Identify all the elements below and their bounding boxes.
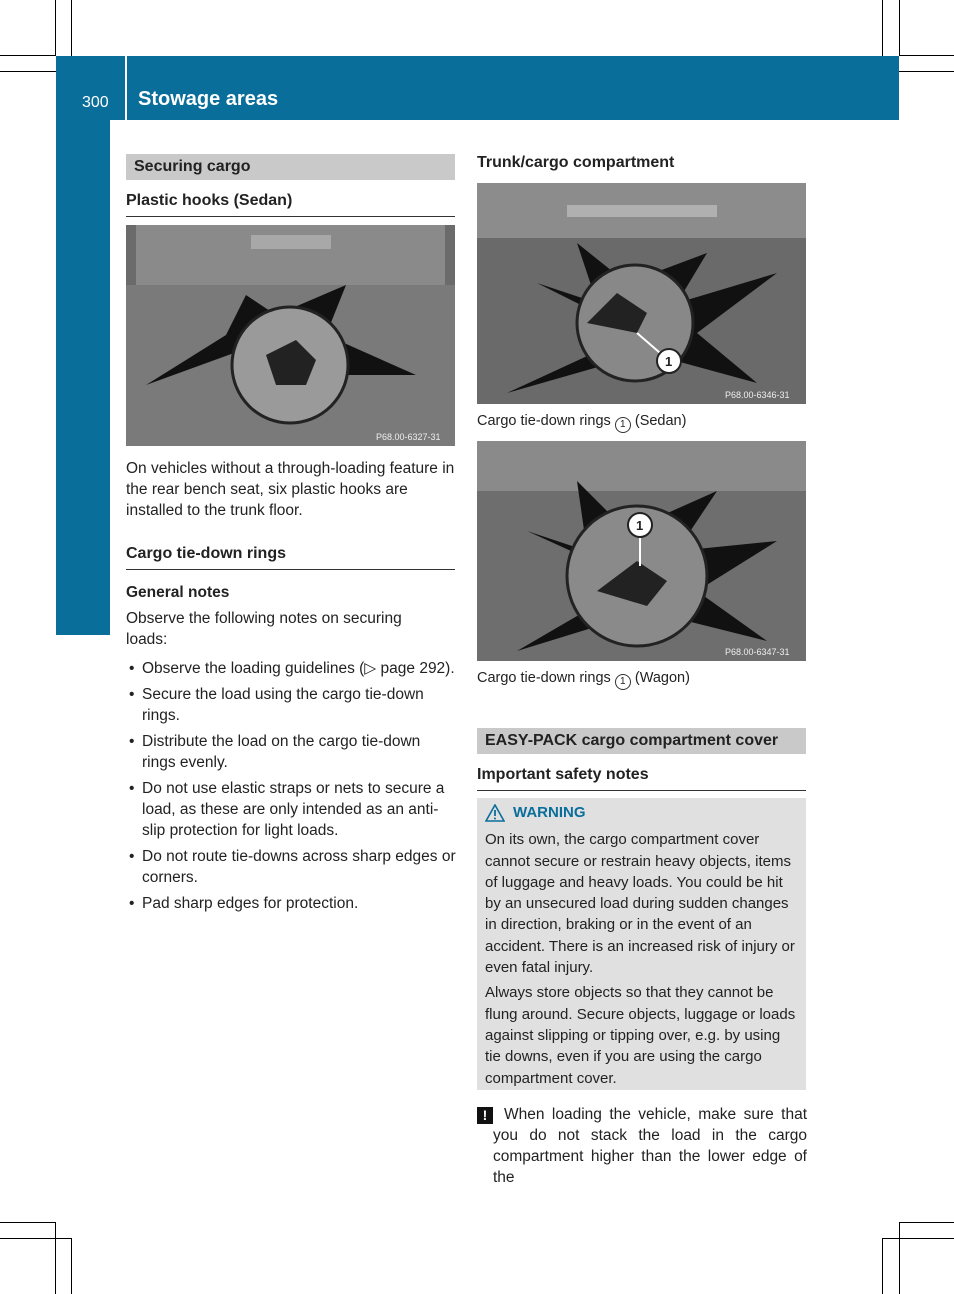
list-item: • Observe the loading guidelines (▷ page 292). bbox=[126, 658, 458, 679]
notice-block bbox=[477, 1104, 807, 1188]
crop-mark bbox=[899, 71, 954, 72]
subheading-important-safety-notes: Important safety notes bbox=[477, 764, 806, 791]
caption-text: Cargo tie-down rings bbox=[477, 413, 611, 429]
crop-mark bbox=[0, 71, 56, 72]
caption-text: Cargo tie-down rings bbox=[477, 670, 611, 686]
general-notes-intro: Observe the following notes on securing loads: bbox=[126, 610, 402, 648]
subheading-cargo-tie-down-rings: Cargo tie-down rings bbox=[126, 543, 455, 570]
list-item: • Pad sharp edges for protection. bbox=[126, 893, 458, 914]
crop-mark bbox=[899, 1222, 954, 1223]
crop-mark bbox=[899, 1222, 900, 1294]
caption-text: (Sedan) bbox=[634, 413, 687, 429]
warning-title bbox=[485, 802, 798, 823]
caption-text: (Wagon) bbox=[634, 670, 690, 686]
crop-mark bbox=[882, 1238, 954, 1239]
side-tab-label: Stowage and features bbox=[83, 348, 109, 576]
section-heading-securing-cargo: Securing cargo bbox=[126, 154, 455, 180]
warning-label: WARNING bbox=[513, 804, 586, 821]
trunk-heading: Trunk/cargo compartment bbox=[477, 154, 675, 171]
svg-text:1: 1 bbox=[665, 354, 673, 369]
notice-text: When loading the vehicle, make sure that you do not stack the load in the cargo compartment higher than the lower edge of the bbox=[493, 1106, 807, 1186]
warning-paragraph: On its own, the cargo compartment cover cannot secure or restrain heavy objects, items of luggage and heavy loads. You could be hit by an unsecured load during sudden changes in direction, braking or in the event of an accident. There is an increased risk of injury or even fatal injury. bbox=[485, 831, 795, 977]
warning-paragraph: Always store objects so that they cannot be flung around. Secure objects, luggage or loads against slipping or tipping over, e.g. by using tie downs, even if you are using the cargo compartment cover. bbox=[485, 984, 796, 1087]
crop-mark bbox=[71, 1238, 72, 1294]
page-number: 300 bbox=[82, 94, 109, 111]
list-item: • Do not route tie-downs across sharp edges or corners. bbox=[126, 846, 458, 888]
crop-mark bbox=[0, 1222, 56, 1223]
general-notes-list bbox=[126, 658, 458, 919]
crop-mark bbox=[0, 55, 56, 56]
svg-text:1: 1 bbox=[636, 518, 644, 533]
subheading-plastic-hooks: Plastic hooks (Sedan) bbox=[126, 190, 455, 217]
warning-triangle-icon bbox=[485, 804, 505, 822]
image-code: P68.00-6346-31 bbox=[725, 390, 790, 400]
caption-wagon bbox=[477, 668, 690, 690]
section-heading-easy-pack: EASY-PACK cargo compartment cover bbox=[477, 728, 806, 754]
warning-box bbox=[477, 798, 806, 1090]
caption-sedan bbox=[477, 411, 686, 433]
crop-mark bbox=[882, 0, 883, 56]
list-item: • Distribute the load on the cargo tie-down rings evenly. bbox=[126, 731, 458, 773]
chapter-title: Stowage areas bbox=[138, 88, 279, 110]
crop-mark bbox=[55, 0, 56, 56]
photo-tie-down-wagon bbox=[477, 441, 806, 661]
page-header bbox=[56, 56, 899, 120]
crop-mark bbox=[0, 1238, 72, 1239]
general-notes-heading: General notes bbox=[126, 584, 230, 601]
callout-number: 1 bbox=[615, 674, 631, 690]
image-code: P68.00-6327-31 bbox=[376, 432, 441, 442]
notice-exclamation-icon: ! bbox=[477, 1107, 493, 1124]
photo-tie-down-sedan bbox=[477, 183, 806, 404]
list-item: • Secure the load using the cargo tie-down rings. bbox=[126, 684, 458, 726]
image-code: P68.00-6347-31 bbox=[725, 647, 790, 657]
photo-plastic-hooks bbox=[126, 225, 455, 446]
crop-mark bbox=[882, 1238, 883, 1294]
list-item: • Do not use elastic straps or nets to secure a load, as these are only intended as an anti-slip protection for light loads. bbox=[126, 778, 458, 841]
header-divider bbox=[125, 56, 127, 120]
crop-mark bbox=[71, 0, 72, 56]
callout-number: 1 bbox=[615, 417, 631, 433]
crop-mark bbox=[899, 55, 954, 56]
hooks-description: On vehicles without a through-loading feature in the rear bench seat, six plastic hooks are installed to the trunk floor. bbox=[126, 460, 455, 519]
crop-mark bbox=[55, 1222, 56, 1294]
crop-mark bbox=[899, 0, 900, 56]
